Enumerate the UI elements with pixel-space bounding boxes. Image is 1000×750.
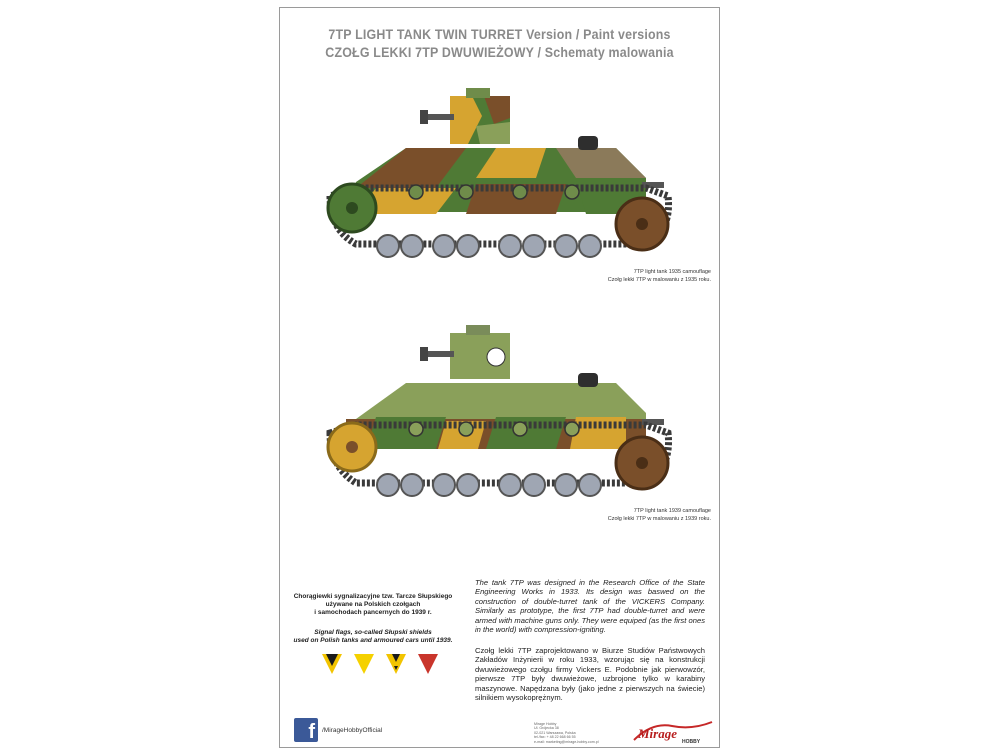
hull-1935 (346, 136, 664, 214)
flag-yellow-black-v (322, 654, 342, 674)
caption-1935 (608, 268, 711, 284)
description-polish: Czołg lekki 7TP zaprojektowano w Biurze Studiów Państwowych Zakładów Inżynierii w roku 1933, wzorując się na konstrukcji dwuwieżowego czołgu firmy Vickers E. Podobnie jak pierwowzór, pierwsze 7TP były dwuwieżowe, uzbrojone tylko w karabiny maszynowe. Napędzana były (jako jedne z pierwszych na świecie) silnikiem wysokoprężnym. (475, 646, 705, 703)
footer (280, 717, 719, 747)
flags-title-en-line2: used on Polish tanks and armoured cars until 1939. (293, 637, 453, 644)
idler-rear-1939 (616, 437, 668, 489)
hull-1939 (346, 373, 664, 449)
caption-1935-pl: Czołg lekki 7TP w malowaniu z 1935 roku. (607, 277, 711, 283)
caption-1939-en: 7TP light tank 1939 camouflage (633, 508, 711, 514)
title-polish: CZOŁG LEKKI 7TP DWUWIEŻOWY / Schematy malowania (325, 45, 674, 60)
tank-profile-1935 (316, 84, 686, 264)
mirage-hobby-logo (632, 720, 714, 744)
flags-title-en-line1: Signal flags, so-called Słupski shields (314, 629, 432, 636)
company-address (534, 722, 599, 744)
facebook-icon[interactable]: f (294, 718, 318, 742)
address-line-3: 02-021 Warszawa, Polska (534, 730, 576, 735)
flag-red (418, 654, 438, 674)
signal-flags (322, 650, 442, 680)
facebook-link[interactable]: /MirageHobbyOfficial (322, 727, 383, 734)
flags-title-pl-line1: Chorągiewki sygnalizacyjne tzw. Tarcze Słupskiego (293, 593, 453, 600)
address-line-1: Mirage Hobby (534, 722, 557, 726)
address-line-2: Ul. Grójecka 38 (534, 726, 559, 731)
idler-rear-1935 (616, 198, 668, 250)
address-line-4: tel./fax: + 48 22 668 66 55 (534, 735, 576, 740)
sprocket-front-1935 (328, 184, 376, 232)
logo-text: Mirage (638, 726, 677, 741)
caption-1939 (608, 507, 711, 523)
description-english: The tank 7TP was designed in the Research Office of the State Engineering Works in 1933. Its design was baswed on the construction of double-turret tank of the VICKERS Company. Similarly as prototype, the first 7TP had double-turret and were armed with machine guns only. They were equiped (as the first ones in the world) with compression-igniting. (475, 578, 705, 635)
flags-title-pl-line3: i samochodach pancernych do 1939 r. (314, 609, 432, 616)
turret-1935 (420, 88, 510, 144)
logo-sub: HOBBY (682, 739, 701, 744)
flag-yellow (354, 654, 374, 674)
flag-yellow-black-stripes (386, 654, 406, 674)
flags-title-pl-line2: używane na Polskich czołgach (325, 601, 421, 608)
title-english: 7TP LIGHT TANK TWIN TURRET Version / Paint versions (328, 27, 671, 42)
paint-sheet (279, 7, 720, 748)
caption-1939-pl: Czołg lekki 7TP w malowaniu z 1939 roku. (607, 516, 711, 522)
sprocket-front-1939 (328, 423, 376, 471)
flags-title-english (282, 629, 464, 645)
caption-1935-en: 7TP light tank 1935 camouflage (633, 269, 711, 275)
turret-1939 (420, 325, 510, 379)
address-line-5: e-mail: marketing@mirage-hobby.com.pl (534, 739, 599, 744)
tank-profile-1939 (316, 321, 686, 511)
flags-title-polish (282, 593, 464, 617)
